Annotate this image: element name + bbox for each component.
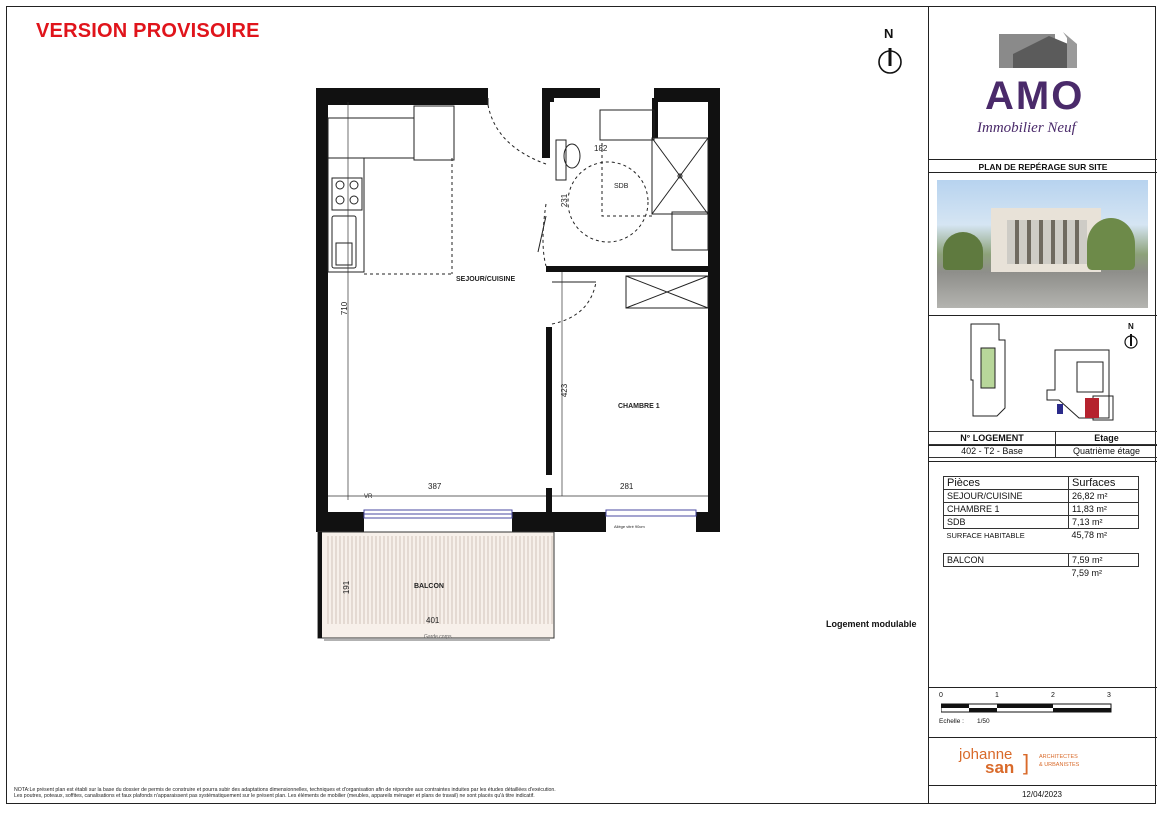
surface-piece: CHAMBRE 1 — [944, 503, 1069, 516]
surfaces-table — [943, 476, 1139, 579]
surface-value: 7,13 m² — [1069, 516, 1139, 529]
surfaces-header-pieces: Pièces — [944, 477, 1069, 490]
surface-row — [944, 490, 1139, 503]
scale-tick: 3 — [1107, 692, 1111, 699]
logo-brand: AMO — [985, 74, 1085, 118]
dim-401: 401 — [426, 616, 440, 625]
dim-281: 281 — [620, 482, 634, 491]
logement-num: 402 - T2 - Base — [929, 445, 1056, 458]
surface-habitable-value: 45,78 m² — [1071, 530, 1108, 540]
room-label-sdb: SDB — [614, 183, 629, 190]
architect-name-2: san — [985, 758, 1015, 777]
logement-table — [929, 431, 1157, 458]
surface-row — [944, 503, 1139, 516]
surface-balcon-label: BALCON — [944, 554, 1069, 567]
amo-logo — [973, 24, 1113, 154]
dim-710: 710 — [340, 301, 350, 316]
surfaces-header-surfaces: Surfaces — [1069, 477, 1139, 490]
north-arrow — [876, 26, 906, 74]
date: 12/04/2023 — [1021, 790, 1063, 799]
dim-191: 191 — [342, 580, 352, 595]
annotation-garde-corps: Garde corps — [424, 634, 452, 640]
footnote-line-2: Les poutres, poteaux, soffites, canalisations et faux plafonds n'apparaissent pas systématiquement sur le présent plan. Les éléments de mobilier (meubles, appareils ménager et plans de travail) ne sont placés qu'à titre indicatif. — [14, 793, 535, 800]
annotation-vr: VR — [364, 494, 373, 500]
room-label-balcon: BALCON — [414, 583, 444, 590]
site-plan-diagram — [959, 320, 1149, 430]
room-label-chambre: CHAMBRE 1 — [618, 403, 660, 410]
scale-tick: 2 — [1051, 692, 1055, 699]
dim-182: 182 — [594, 144, 608, 153]
dim-231: 231 — [560, 193, 570, 208]
scale-tick: 0 — [939, 692, 943, 699]
room-label-sejour: SEJOUR/CUISINE — [456, 276, 516, 283]
site-plan-north: N — [1128, 322, 1134, 331]
surface-habitable-label: SURFACE HABITABLE — [946, 530, 1025, 540]
footnote-line-1: NOTA:Le présent plan est établi sur la base du dossier de permis de construire et pourra subir des adaptations dimensionnelles, techniques et d'organisation afin de répondre aux contraintes induites par les études détaillées d'exécution. — [14, 787, 556, 793]
surface-row — [944, 516, 1139, 529]
scale-value: 1/50 — [977, 718, 990, 725]
scale-label: Echelle : — [939, 718, 964, 725]
surface-balcon-total: 7,59 m² — [1071, 568, 1103, 578]
surface-piece: SEJOUR/CUISINE — [944, 490, 1069, 503]
dim-387: 387 — [428, 482, 442, 491]
logement-etage: Quatrième étage — [1056, 445, 1158, 458]
north-label: N — [884, 26, 894, 41]
surface-value: 11,83 m² — [1069, 503, 1139, 516]
dim-423: 423 — [560, 383, 570, 398]
floor-plan — [300, 84, 730, 654]
scale-bar — [939, 692, 1139, 732]
logement-modulable: Logement modulable — [826, 619, 917, 629]
scale-tick: 1 — [995, 692, 999, 699]
site-photo — [937, 180, 1148, 308]
annotation-allege: Allège vitré 90cm — [614, 524, 645, 529]
surface-balcon-value: 7,59 m² — [1069, 554, 1139, 567]
surface-piece: SDB — [944, 516, 1069, 529]
architect-sub-2: & URBANISTES — [1039, 762, 1080, 768]
architect-logo — [959, 746, 1139, 782]
version-label: VERSION PROVISOIRE — [36, 20, 260, 42]
logement-header-num: N° LOGEMENT — [929, 432, 1056, 445]
surface-value: 26,82 m² — [1069, 490, 1139, 503]
architect-name-1: johanne — [959, 746, 1013, 763]
sidebar — [928, 6, 1156, 804]
logo-script: Immobilier Neuf — [977, 120, 1076, 136]
footnote — [14, 787, 914, 800]
bracket: ] — [1023, 750, 1030, 775]
architect-sub-1: ARCHITECTES — [1039, 754, 1078, 760]
logement-header-etage: Etage — [1056, 432, 1158, 445]
site-plan-title: PLAN DE REPÉRAGE SUR SITE — [978, 162, 1108, 172]
walls — [316, 88, 720, 532]
